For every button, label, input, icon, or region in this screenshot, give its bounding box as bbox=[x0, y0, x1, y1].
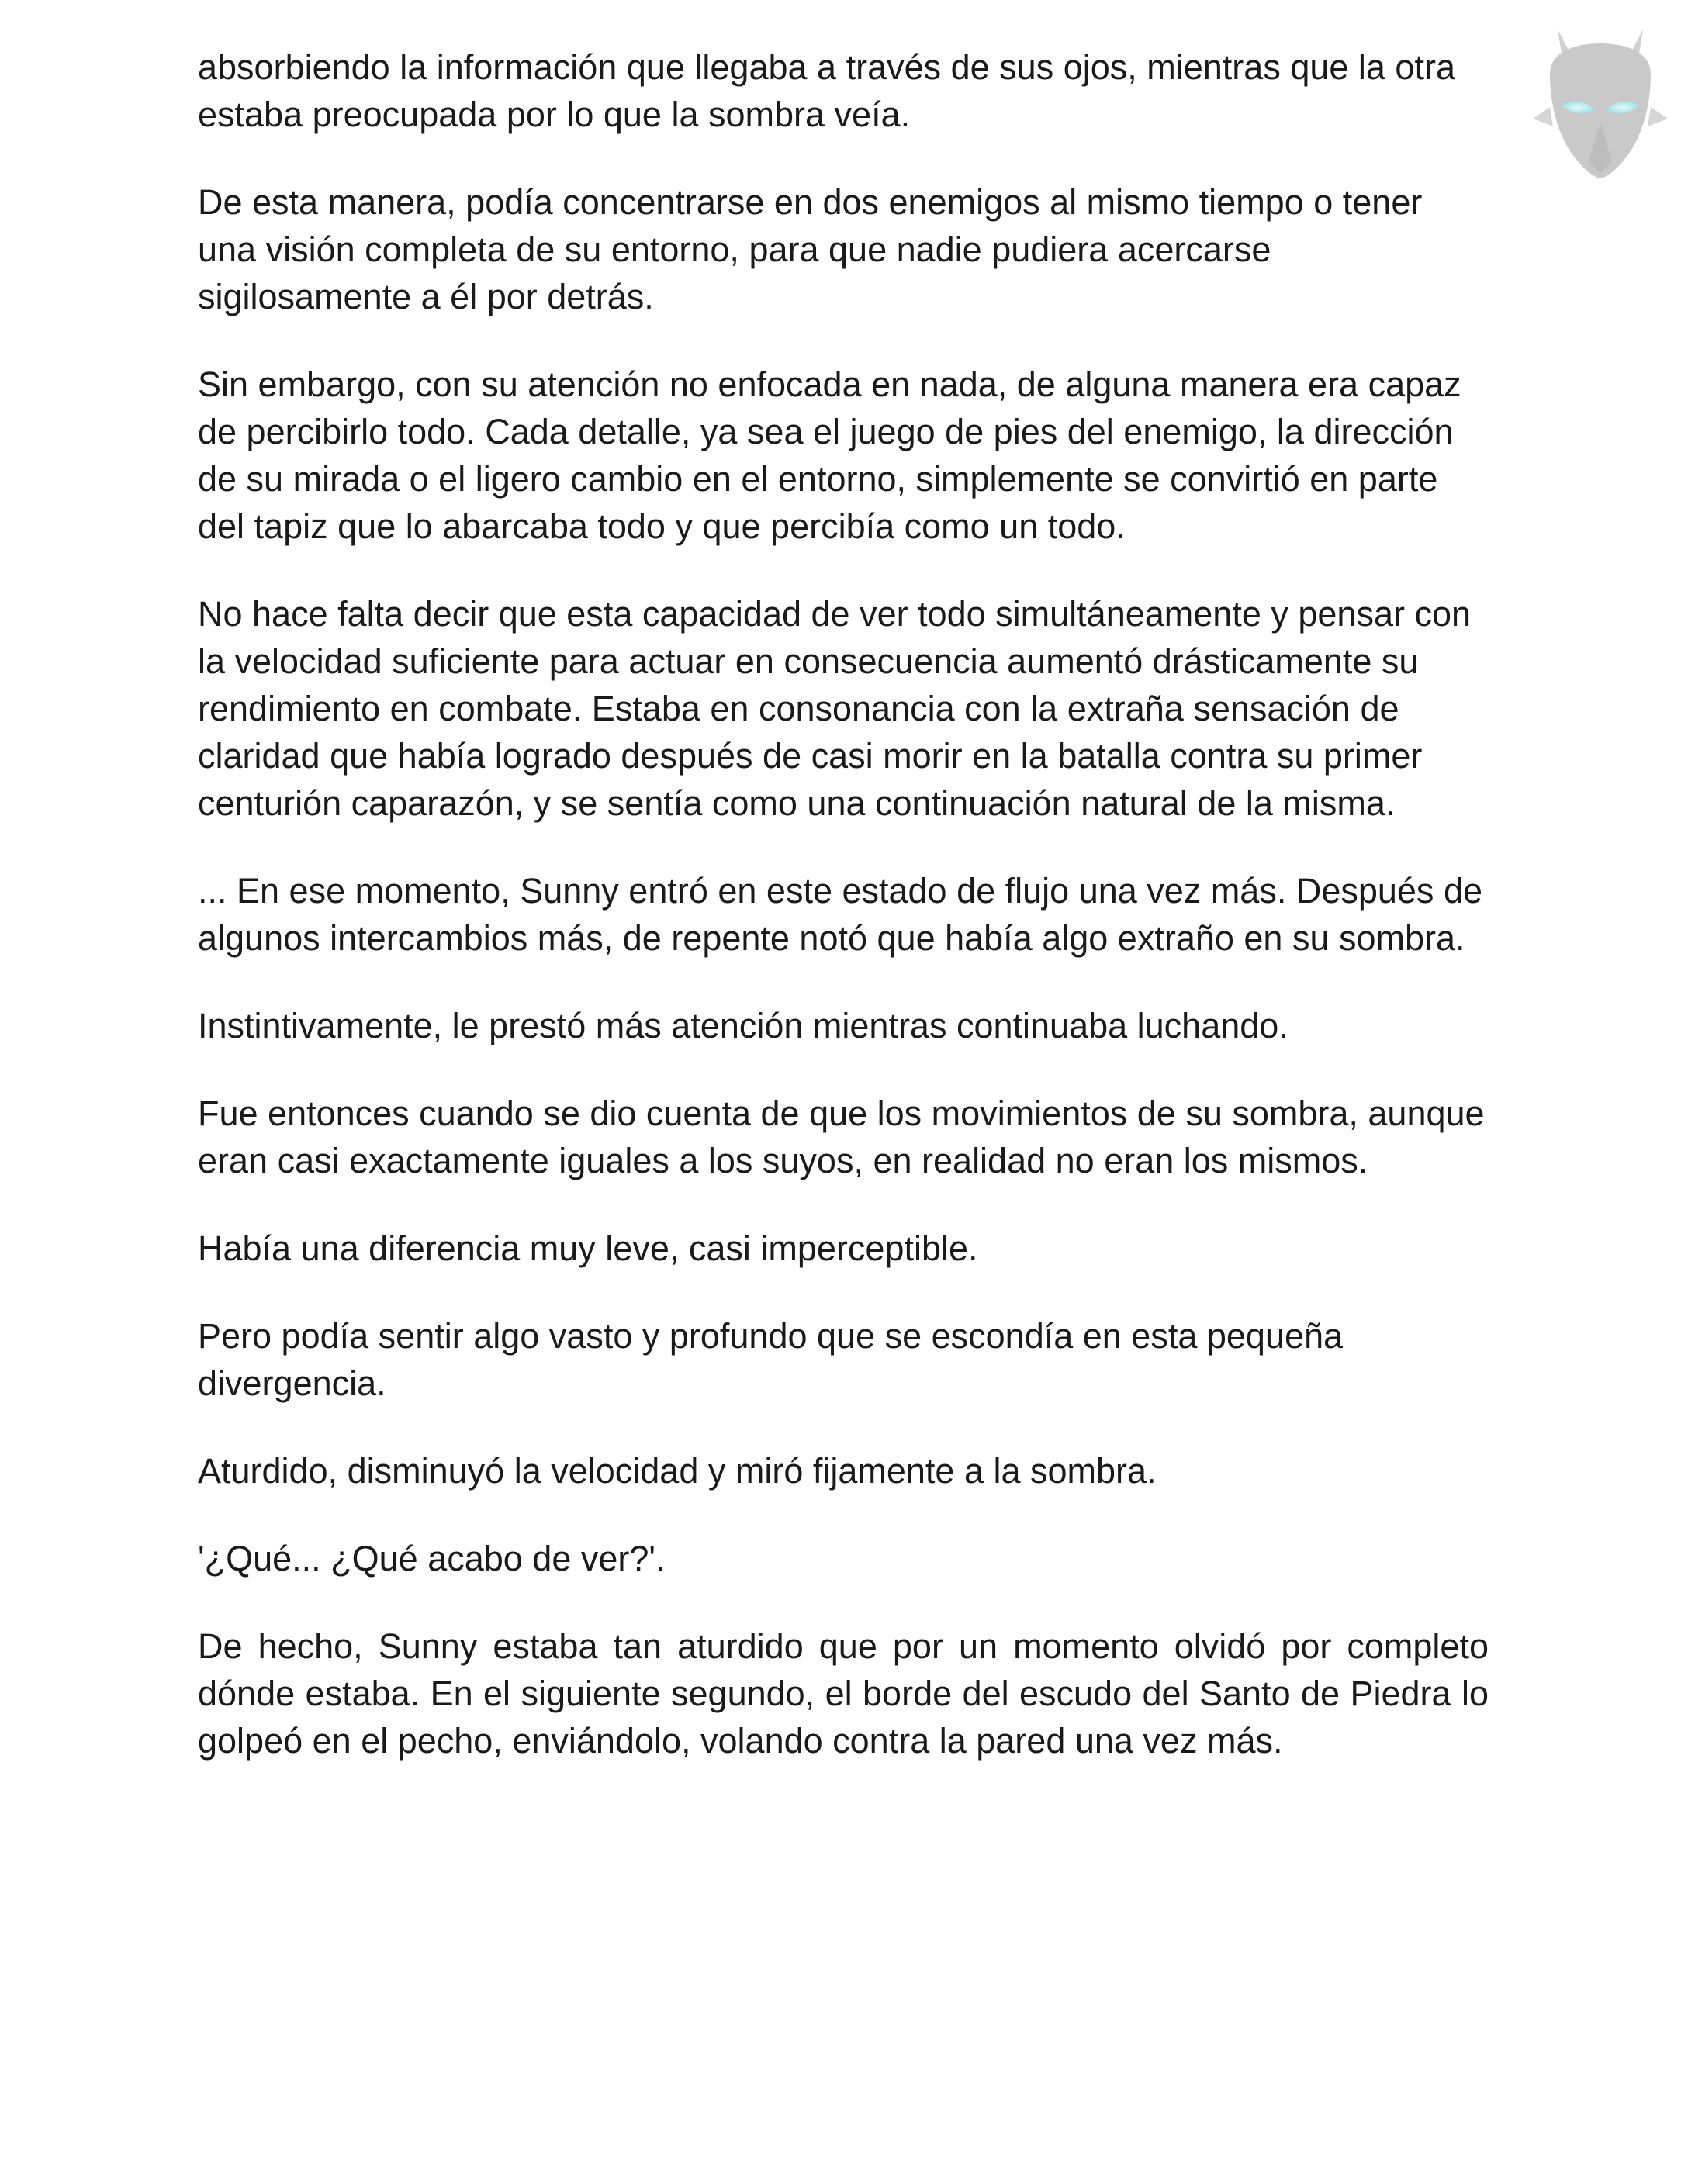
paragraph: Había una diferencia muy leve, casi imperceptible. bbox=[198, 1228, 978, 1268]
paragraph: Aturdido, disminuyó la velocidad y miró fijamente a la sombra. bbox=[198, 1451, 1157, 1491]
paragraph: De esta manera, podía concentrarse en dos enemigos al mismo tiempo o tener una visión completa de su entorno, para que nadie pudiera acercarse sigilosamente a él por detrás. bbox=[198, 182, 1423, 316]
paragraph: De hecho, Sunny estaba tan aturdido que por un momento olvidó por completo dónde estaba. En el siguiente segundo, el borde del escudo del Santo de Piedra lo golpeó en el pecho, enviándolo, volando contra la pared una vez más. bbox=[198, 1626, 1489, 1761]
paragraph: Fue entonces cuando se dio cuenta de que los movimientos de su sombra, aunque eran casi exactamente iguales a los suyos, en realidad no eran los mismos. bbox=[198, 1094, 1485, 1180]
paragraph: Sin embargo, con su atención no enfocada en nada, de alguna manera era capaz de percibirlo todo. Cada detalle, ya sea el juego de pies del enemigo, la dirección de su mirada o el ligero cambio en el entorno, simplemente se convirtió en parte del tapiz que lo abarcaba todo y que percibía como un todo. bbox=[198, 365, 1461, 546]
paragraph: absorbiendo la información que llegaba a través de sus ojos, mientras que la otra estaba preocupada por lo que la sombra veía. bbox=[198, 47, 1455, 134]
paragraph: Instintivamente, le prestó más atención mientras continuaba luchando. bbox=[198, 1006, 1288, 1045]
paragraph: No hace falta decir que esta capacidad de ver todo simultáneamente y pensar con la velocidad suficiente para actuar en consecuencia aumentó drásticamente su rendimiento en combate. Estaba en consonancia con la extraña sensación de claridad que había logrado después de casi morir en la batalla contra su primer centurión caparazón, y se sentía como una continuación natural de la misma. bbox=[198, 594, 1472, 823]
paragraph: ... En ese momento, Sunny entró en este estado de flujo una vez más. Después de algunos intercambios más, de repente notó que había algo extraño en su sombra. bbox=[198, 871, 1482, 958]
paragraph: '¿Qué... ¿Qué acabo de ver?'. bbox=[198, 1539, 666, 1578]
paragraph: Pero podía sentir algo vasto y profundo que se escondía en esta pequeña divergencia. bbox=[198, 1316, 1344, 1403]
body-text bbox=[198, 43, 1489, 1805]
demon-head-watermark-icon bbox=[1527, 14, 1674, 188]
